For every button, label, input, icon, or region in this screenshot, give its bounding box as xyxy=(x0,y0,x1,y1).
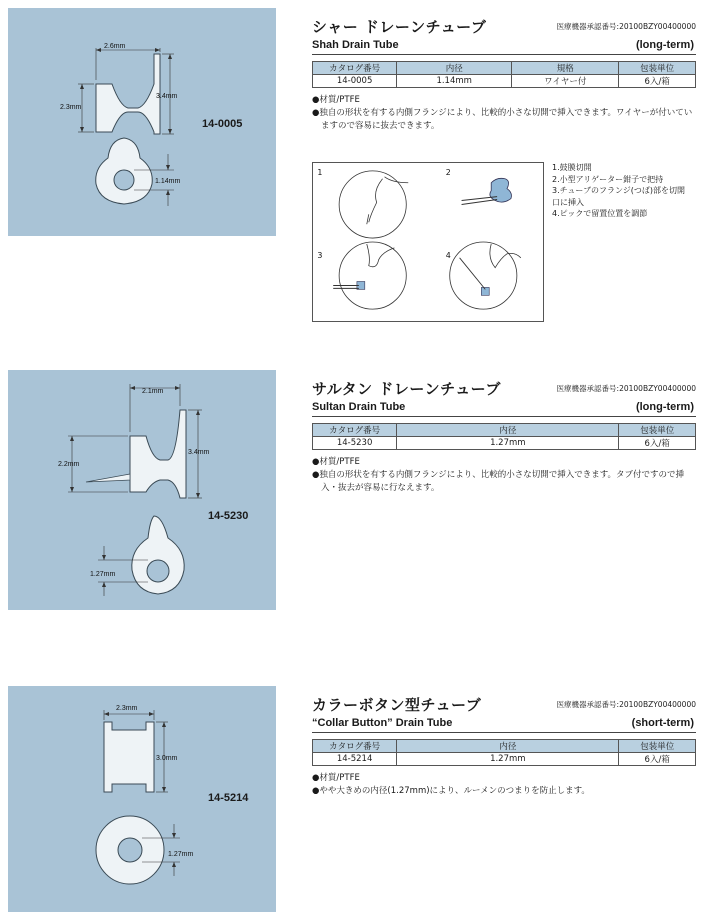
dim-label: 2.2mm xyxy=(58,461,80,468)
step-label: 4 xyxy=(445,250,451,260)
approval-number: 医療機器承認番号:20100BZY00400000 xyxy=(556,384,696,393)
dim-label: 1.27mm xyxy=(168,851,194,858)
part-number: 14-0005 xyxy=(202,118,243,130)
product-title-en: Shah Drain Tube xyxy=(312,39,399,51)
term-label: (short-term) xyxy=(631,717,694,729)
table-header: カタログ番号 xyxy=(313,424,397,437)
product-image-panel-3 xyxy=(8,686,276,912)
product-section-1 xyxy=(312,16,696,133)
step-item: 1.鼓膜切開 xyxy=(552,163,592,172)
catalog-table xyxy=(312,61,696,88)
product-title-en: “Collar Button” Drain Tube xyxy=(312,717,453,729)
table-header: 内径 xyxy=(397,424,619,437)
table-header: 包装単位 xyxy=(619,740,696,753)
table-header: 包装単位 xyxy=(619,424,696,437)
dim-label: 2.6mm xyxy=(104,43,126,50)
step-label: 2 xyxy=(445,167,451,177)
product-notes xyxy=(312,94,696,133)
dim-label: 3.4mm xyxy=(156,93,178,100)
part-number: 14-5214 xyxy=(208,792,249,804)
table-header: 規格 xyxy=(512,62,619,75)
product-notes xyxy=(312,456,696,495)
step-item: 2.小型アリゲーター鉗子で把持 xyxy=(552,174,664,184)
table-row xyxy=(313,753,696,766)
table-cell: 14-0005 xyxy=(313,75,397,88)
catalog-table xyxy=(312,739,696,766)
approval-number: 医療機器承認番号:20100BZY00400000 xyxy=(556,700,696,709)
step-item: 4.ピックで留置位置を調節 xyxy=(552,209,648,218)
product-image-panel-2 xyxy=(8,370,276,610)
table-row xyxy=(313,437,696,450)
product-title-jp: シャー ドレーンチューブ xyxy=(312,18,487,36)
table-header: 包装単位 xyxy=(619,62,696,75)
note-line: ●材質/PTFE xyxy=(312,95,360,105)
table-cell: 1.27mm xyxy=(397,753,619,766)
product-title-jp: カラーボタン型チューブ xyxy=(312,696,482,714)
catalog-table xyxy=(312,423,696,450)
table-header: カタログ番号 xyxy=(313,740,397,753)
table-cell: 6入/箱 xyxy=(619,753,696,766)
note-line: ●材質/PTFE xyxy=(312,457,360,467)
table-cell: 14-5230 xyxy=(313,437,397,450)
note-line: ●独自の形状を有する内側フランジにより、比較的小さな切開で挿入できます。ワイヤーが付いていますので容易に抜去できます。 xyxy=(312,108,693,131)
table-cell: 1.14mm xyxy=(397,75,512,88)
step-label: 1 xyxy=(317,167,323,177)
note-line: ●独自の形状を有する内側フランジにより、比較的小さな切開で挿入できます。タブ付ですので挿入・抜去が容易に行なえます。 xyxy=(312,470,685,493)
note-line: ●やや大きめの内径(1.27mm)により、ルーメンのつまりを防止します。 xyxy=(312,786,590,796)
product-title-jp: サルタン ドレーンチューブ xyxy=(312,380,501,398)
dim-label: 3.0mm xyxy=(156,755,178,762)
product-section-2 xyxy=(312,378,696,495)
table-cell: 1.27mm xyxy=(397,437,619,450)
dim-label: 2.3mm xyxy=(116,705,138,712)
dim-label: 3.4mm xyxy=(188,449,210,456)
dim-label: 1.27mm xyxy=(90,571,116,578)
part-number: 14-5230 xyxy=(208,510,249,522)
table-cell: 6入/箱 xyxy=(619,75,696,88)
step-item: 3.チューブのフランジ(つば)部を切開口に挿入 xyxy=(552,186,686,207)
table-header: 内径 xyxy=(397,62,512,75)
table-header: 内径 xyxy=(397,740,619,753)
table-header: カタログ番号 xyxy=(313,62,397,75)
dim-label: 2.1mm xyxy=(142,388,164,395)
table-cell: 6入/箱 xyxy=(619,437,696,450)
dim-label: 2.3mm xyxy=(60,104,82,111)
product-title-en: Sultan Drain Tube xyxy=(312,401,406,413)
table-cell: 14-5214 xyxy=(313,753,397,766)
table-row xyxy=(313,75,696,88)
approval-number: 医療機器承認番号:20100BZY00400000 xyxy=(556,22,696,31)
term-label: (long-term) xyxy=(635,39,694,51)
dim-label: 1.14mm xyxy=(155,178,181,185)
term-label: (long-term) xyxy=(635,401,694,413)
insertion-steps-figure xyxy=(312,162,544,322)
insertion-steps-list xyxy=(552,162,692,220)
table-cell: ワイヤー付 xyxy=(512,75,619,88)
note-line: ●材質/PTFE xyxy=(312,773,360,783)
sultan-tube-drawing xyxy=(8,370,276,610)
product-section-3 xyxy=(312,694,696,798)
product-notes xyxy=(312,772,696,798)
product-image-panel-1 xyxy=(8,8,276,236)
step-label: 3 xyxy=(317,250,323,260)
